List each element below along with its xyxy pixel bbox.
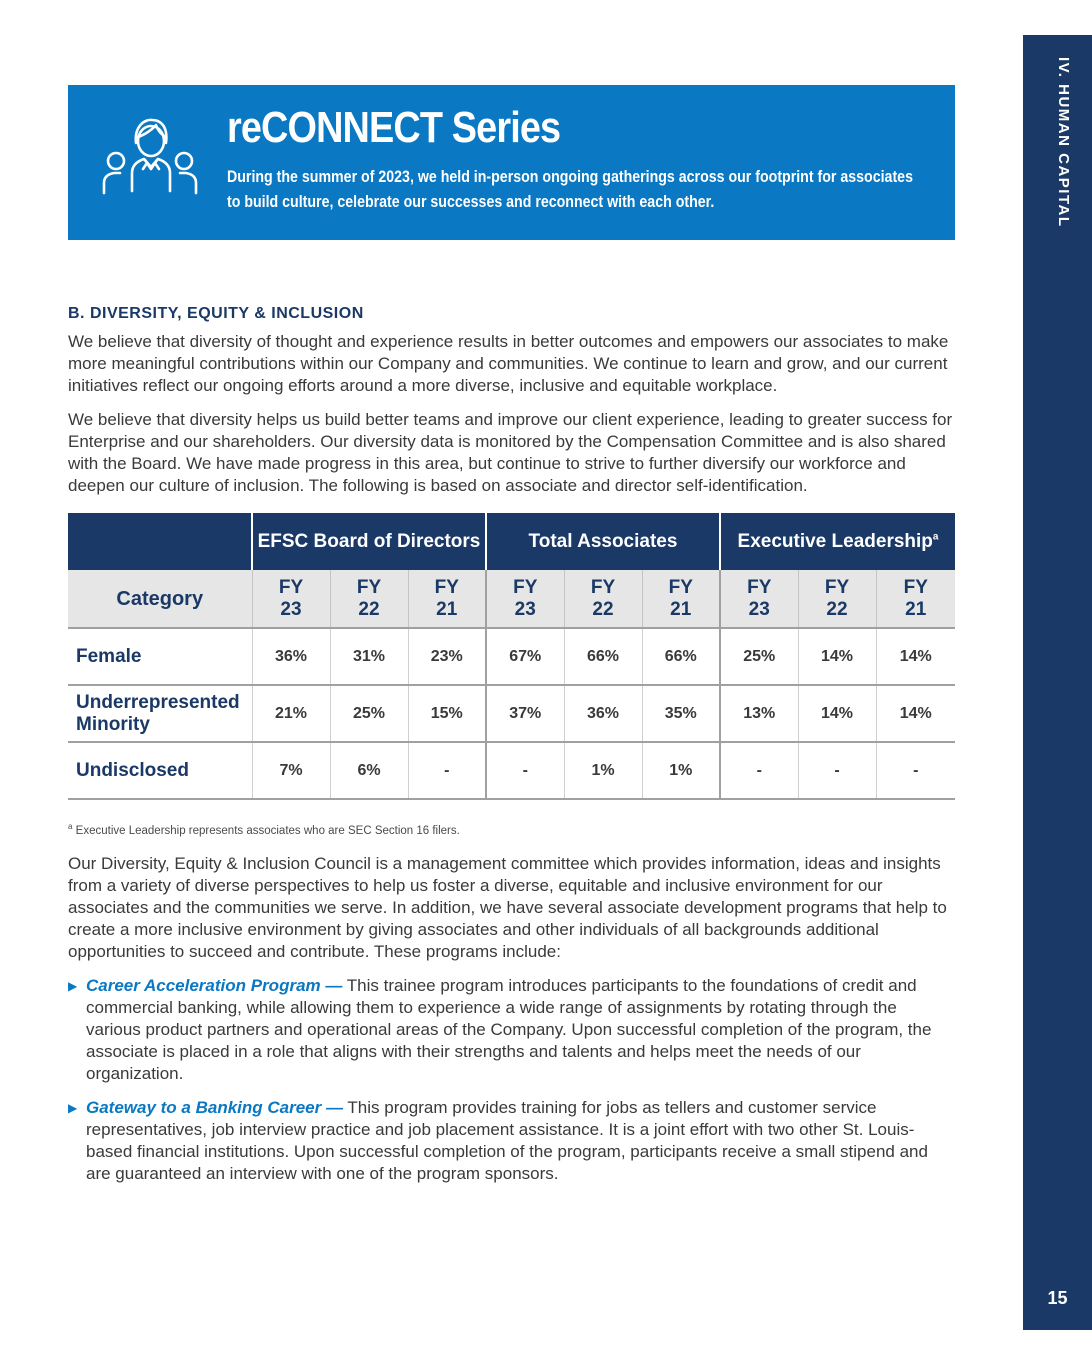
group-header-board: EFSC Board of Directors	[252, 513, 486, 570]
intro-paragraph: We believe that diversity of thought and experience results in better outcomes and empowers our associates to make more meaningful contributions within our Company and communities. We continue to learn and grow, and our current initiatives reflect our ongoing efforts around a more diverse, inclusive and equitable workplace.	[68, 332, 949, 395]
table-cell: 67%	[486, 628, 564, 685]
section-side-tab	[1023, 35, 1092, 1330]
row-category: Underrepresented Minority	[68, 685, 252, 742]
year-header: FY 21	[408, 570, 486, 628]
banner-description: During the summer of 2023, we held in-person ongoing gatherings across our footprint for associates to build culture, celebrate our successes and reconnect with each other.	[227, 168, 913, 211]
table-group-header	[68, 513, 955, 570]
program-name: Gateway to a Banking Career —	[86, 1097, 343, 1117]
table-cell: -	[876, 742, 955, 799]
table-cell: 35%	[642, 685, 720, 742]
table-cell: 15%	[408, 685, 486, 742]
section-label: IV. HUMAN CAPITAL	[1055, 57, 1072, 228]
year-header: FY 22	[798, 570, 876, 628]
page-number: 15	[1047, 1288, 1068, 1308]
group-header-executive	[720, 513, 955, 570]
main-content	[68, 305, 955, 1197]
table-cell: 1%	[564, 742, 642, 799]
people-group-icon	[102, 113, 198, 195]
year-header: FY 21	[876, 570, 955, 628]
program-name: Career Acceleration Program —	[86, 975, 343, 995]
diversity-table	[68, 513, 955, 800]
year-header: FY 22	[330, 570, 408, 628]
table-row	[68, 685, 955, 742]
program-list	[68, 975, 955, 1185]
table-footnote	[68, 822, 955, 837]
table-row	[68, 742, 955, 799]
table-cell: 14%	[798, 685, 876, 742]
table-cell: 25%	[720, 628, 798, 685]
table-year-header	[68, 570, 955, 628]
footnote-text: Executive Leadership represents associates who are SEC Section 16 filers.	[75, 824, 460, 837]
table-cell: 7%	[252, 742, 330, 799]
council-paragraph: Our Diversity, Equity & Inclusion Council is a management committee which provides information, ideas and insights from a variety of diverse perspectives to help us foster a diverse, equitable and inclusive environment for our associates and the communities we serve. In addition, we have several associate development programs that help to create a more inclusive environment by giving associates and other individuals of all backgrounds additional opportunities to succeed and contribute. These programs include:	[68, 853, 947, 961]
table-cell: 66%	[564, 628, 642, 685]
year-header: FY 23	[486, 570, 564, 628]
list-item	[68, 975, 955, 1085]
program-description: This trainee program introduces participants to the foundations of credit and commercial banking, while allowing them to experience a wide range of assignments by rotating through the various product partners and operational areas of the Company. Upon successful completion of the program, the associate is placed in a role that aligns with their strengths and talents and helps meet the needs of our organization.	[86, 975, 932, 1083]
bullet-arrow-icon: ▶	[68, 1100, 78, 1115]
table-cell: 14%	[876, 628, 955, 685]
table-cell: 25%	[330, 685, 408, 742]
table-cell: 14%	[876, 685, 955, 742]
table-cell: 37%	[486, 685, 564, 742]
table-cell: 23%	[408, 628, 486, 685]
row-category: Female	[68, 628, 252, 685]
table-row	[68, 628, 955, 685]
section-heading: B. DIVERSITY, EQUITY & INCLUSION	[68, 305, 364, 322]
table-cell: 14%	[798, 628, 876, 685]
table-cell: 6%	[330, 742, 408, 799]
table-cell: 13%	[720, 685, 798, 742]
table-cell: 31%	[330, 628, 408, 685]
table-cell: 21%	[252, 685, 330, 742]
row-category: Undisclosed	[68, 742, 252, 799]
table-cell: 36%	[564, 685, 642, 742]
table-cell: -	[486, 742, 564, 799]
list-item	[68, 1097, 955, 1185]
year-header: FY 22	[564, 570, 642, 628]
table-cell: -	[720, 742, 798, 799]
reconnect-banner	[68, 85, 955, 240]
table-cell: 66%	[642, 628, 720, 685]
group-header-associates: Total Associates	[486, 513, 720, 570]
category-header: Category	[68, 570, 252, 628]
footnote-marker: a	[932, 531, 939, 543]
table-cell: -	[408, 742, 486, 799]
year-header: FY 23	[252, 570, 330, 628]
blank-header-cell	[68, 513, 252, 570]
program-description: This program provides training for jobs as tellers and customer service representatives, job interview practice and job placement assistance. It is a joint effort with two other St. Louis-based financial institutions. Upon successful completion of the program, participants receive a small stipend and are guaranteed an interview with one of the program sponsors.	[86, 1097, 928, 1183]
table-cell: 1%	[642, 742, 720, 799]
bullet-arrow-icon: ▶	[68, 978, 78, 993]
table-cell: -	[798, 742, 876, 799]
banner-title: reCONNECT Series	[227, 103, 561, 152]
diversity-paragraph: We believe that diversity helps us build better teams and improve our client experience, leading to greater success for Enterprise and our shareholders. Our diversity data is monitored by the Compensation Committee and is also shared with the Board. We have made progress in this area, but continue to strive to further diversify our workforce and deepen our culture of inclusion. The following is based on associate and director self-identification.	[68, 410, 953, 495]
year-header: FY 21	[642, 570, 720, 628]
group-header-executive-label: Executive Leadership	[737, 530, 933, 552]
footnote-marker: a	[68, 822, 73, 831]
year-header: FY 23	[720, 570, 798, 628]
table-cell: 36%	[252, 628, 330, 685]
